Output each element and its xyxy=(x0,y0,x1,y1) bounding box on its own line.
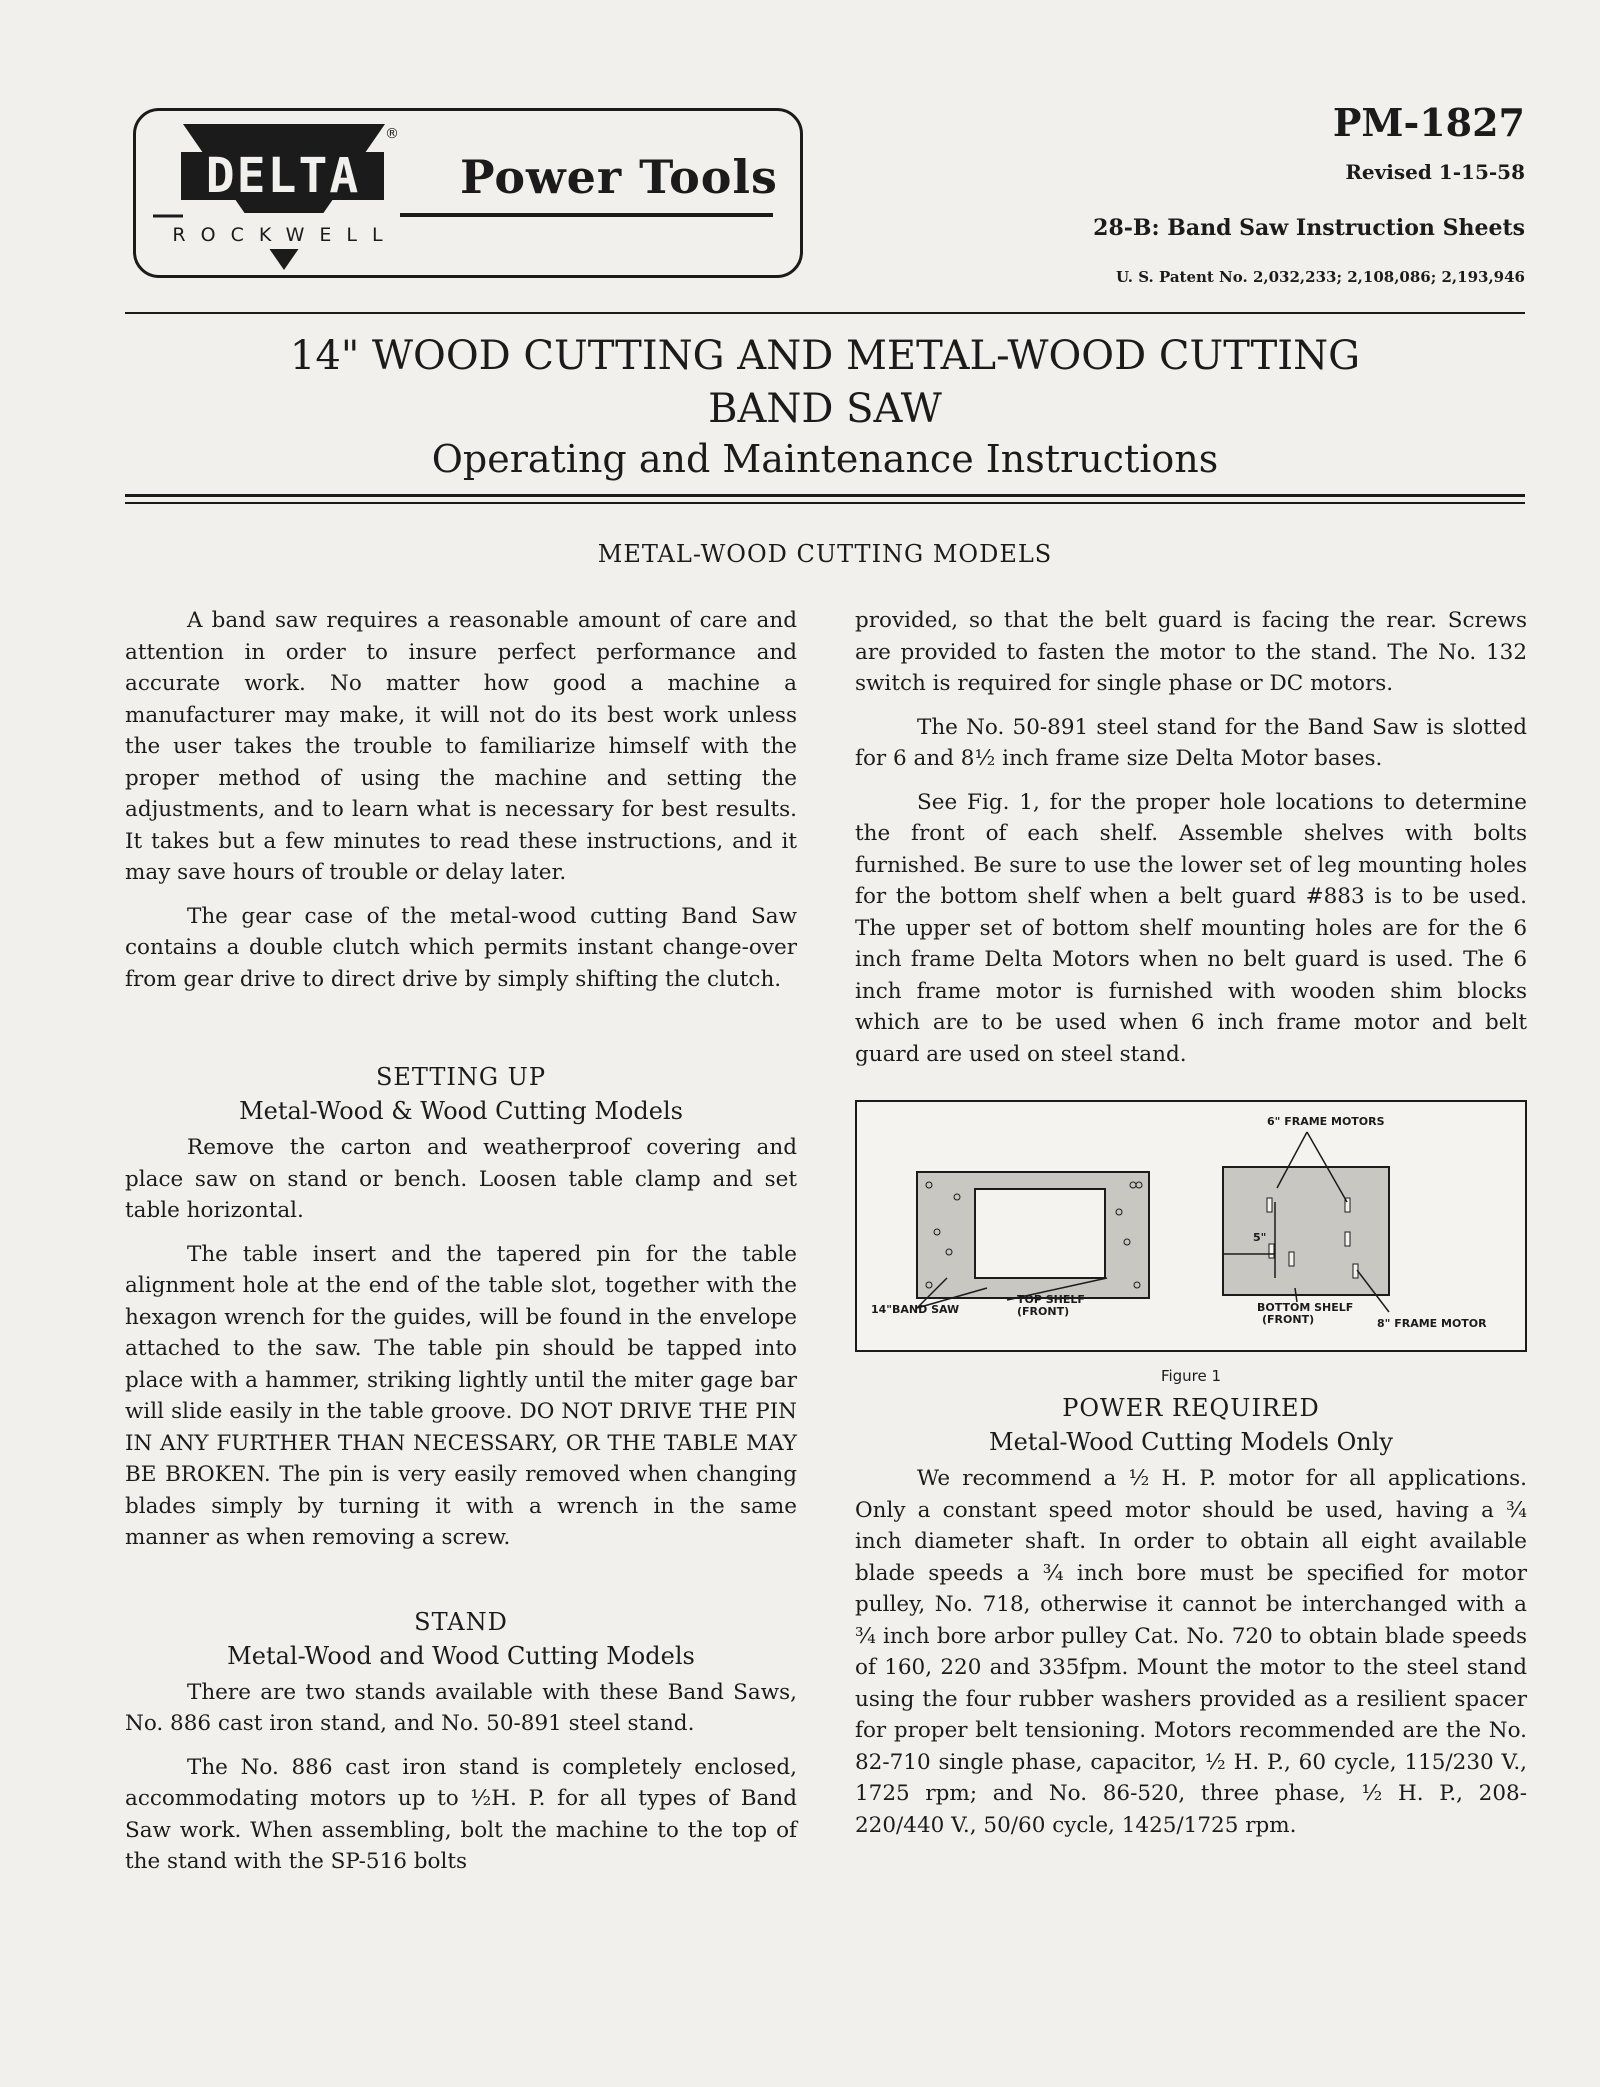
label-5in: 5" xyxy=(1253,1231,1267,1244)
intro-paragraph: A band saw requires a reasonable amount of care and attention in order to insure perfect performance and accurate work. No matter how good a machine a manufacturer may make, it will not do its best work unless the user takes the trouble to familiarize himself with the proper method of using the machine and setting the adjustments, and to learn what is necessary for best results. It takes but a few minutes to read these instructions, and it may save hours of trouble or delay later. xyxy=(125,608,797,885)
setting-up-paragraph-1: Remove the carton and weatherproof covering and place saw on stand or bench. Loosen table clamp and set table horizontal. xyxy=(125,1135,797,1223)
logo-brand-text: DELTA xyxy=(205,148,361,204)
power-required-heading: POWER REQUIRED xyxy=(1062,1394,1320,1422)
shelf-assembly-paragraph: See Fig. 1, for the proper hole locations to determine the front of each shelf. Assemble shelves with bolts furnished. Be sure to use the lower set of leg mounting holes for the bottom shelf when a belt guard #883 is to be used. The upper set of bottom shelf mounting holes are for the 6 inch frame Delta Motors when no belt guard is used. The 6 inch frame motor is furnished with wooden shim blocks which are to be used when 6 inch frame motor and belt guard are used on steel stand. xyxy=(855,789,1527,1067)
delta-logo xyxy=(145,112,405,272)
gear-case-paragraph: The gear case of the metal-wood cutting Band Saw contains a double clutch which permits instant change-over from gear drive to direct drive by simply shifting the clutch. xyxy=(125,903,797,992)
title-line-2: BAND SAW xyxy=(708,386,942,432)
patent-numbers: U. S. Patent No. 2,032,233; 2,108,086; 2,193,946 xyxy=(1116,268,1525,286)
title-line-1: 14" WOOD CUTTING AND METAL-WOOD CUTTING xyxy=(289,333,1361,379)
stand-heading: STAND xyxy=(414,1607,508,1636)
label-8in-frame-motor: 8" FRAME MOTOR xyxy=(1377,1317,1487,1330)
setting-up-subheading: Metal-Wood & Wood Cutting Models xyxy=(239,1097,683,1125)
label-top-shelf-front: (FRONT) xyxy=(1017,1305,1070,1318)
logo-subbrand-text: ROCKWELL xyxy=(172,224,398,246)
top-shelf-opening xyxy=(975,1189,1105,1278)
label-top-shelf: TOP SHELF xyxy=(1017,1293,1085,1306)
figure-caption: Figure 1 xyxy=(1160,1367,1222,1385)
power-required-paragraph: We recommend a ½ H. P. motor for all applications. Only a constant speed motor should be used, having a ¾ inch diameter shaft. In order to obtain all eight available blade speeds a ¾ inch bore must be specified for motor pulley, No. 718, otherwise it cannot be interchanged with a ¾ inch bore arbor pulley Cat. No. 720 to obtain blade speeds of 160, 220 and 335fpm. Mount the motor to the steel stand using the four rubber washers provided as a resilient spacer for proper belt tensioning. Motors recommended are the No. 82-710 single phase, capacitor, ½ H. P., 60 cycle, 115/230 V., 1725 rpm; and No. 86-520, three phase, ½ H. P., 208-220/440 V., 50/60 cycle, 1425/1725 rpm. xyxy=(855,1466,1527,1838)
bottom-shelf-plate xyxy=(1223,1167,1389,1295)
sheet-title: 28-B: Band Saw Instruction Sheets xyxy=(1093,215,1525,241)
title-rule-lower xyxy=(125,502,1525,504)
title-line-3: Operating and Maintenance Instructions xyxy=(431,437,1219,481)
section-heading: METAL-WOOD CUTTING MODELS xyxy=(597,540,1053,568)
stand-continued-paragraph: provided, so that the belt guard is facing the rear. Screws are provided to fasten the motor to the stand. The No. 132 switch is required for single phase or DC motors. xyxy=(855,608,1527,696)
setting-up-paragraph-2: The table insert and the tapered pin for the table alignment hole at the end of the table slot, together with the hexagon wrench for the guides, will be found in the envelope attached to the saw. The table pin should be tapped into place with a hammer, striking lightly until the miter gage bar will slide easily in the table groove. DO NOT DRIVE THE PIN IN ANY FURTHER THAN NECESSARY, OR THE TABLE MAY BE BROKEN. The pin is very easily removed when changing blades simply by turning it with a wrench in the same manner as when removing a screw. xyxy=(125,1241,797,1550)
left-column xyxy=(125,605,797,1890)
figure-1-diagram xyxy=(855,1100,1527,1352)
setting-up-heading: SETTING UP xyxy=(375,1063,547,1091)
stand-subheading: Metal-Wood and Wood Cutting Models xyxy=(227,1641,695,1670)
stand-paragraph-2: The No. 886 cast iron stand is completely enclosed, accommodating motors up to ½H. P. for all types of Band Saw work. When assembling, bolt the machine to the top of the stand with the SP-516 bolts xyxy=(125,1754,797,1874)
document-id: PM-1827 xyxy=(1332,100,1525,145)
revision-date: Revised 1-15-58 xyxy=(1345,160,1525,184)
title-rule-upper xyxy=(125,494,1525,497)
header-rule xyxy=(125,312,1525,314)
label-band-saw: 14"BAND SAW xyxy=(871,1303,960,1316)
label-bottom-shelf: BOTTOM SHELF xyxy=(1257,1301,1354,1314)
registered-mark: ® xyxy=(385,126,399,142)
right-column xyxy=(855,605,1527,1853)
steel-stand-paragraph: The No. 50-891 steel stand for the Band Saw is slotted for 6 and 8½ inch frame size Delta Motor bases. xyxy=(855,714,1527,771)
stand-paragraph-1: There are two stands available with these Band Saws, No. 886 cast iron stand, and No. 50-891 steel stand. xyxy=(125,1679,797,1736)
product-line-rule xyxy=(400,213,773,217)
product-line: Power Tools xyxy=(460,150,778,204)
label-6in-frame-motors: 6" FRAME MOTORS xyxy=(1267,1115,1385,1128)
label-bottom-shelf-front: (FRONT) xyxy=(1262,1313,1315,1326)
power-required-subheading: Metal-Wood Cutting Models Only xyxy=(989,1428,1393,1456)
